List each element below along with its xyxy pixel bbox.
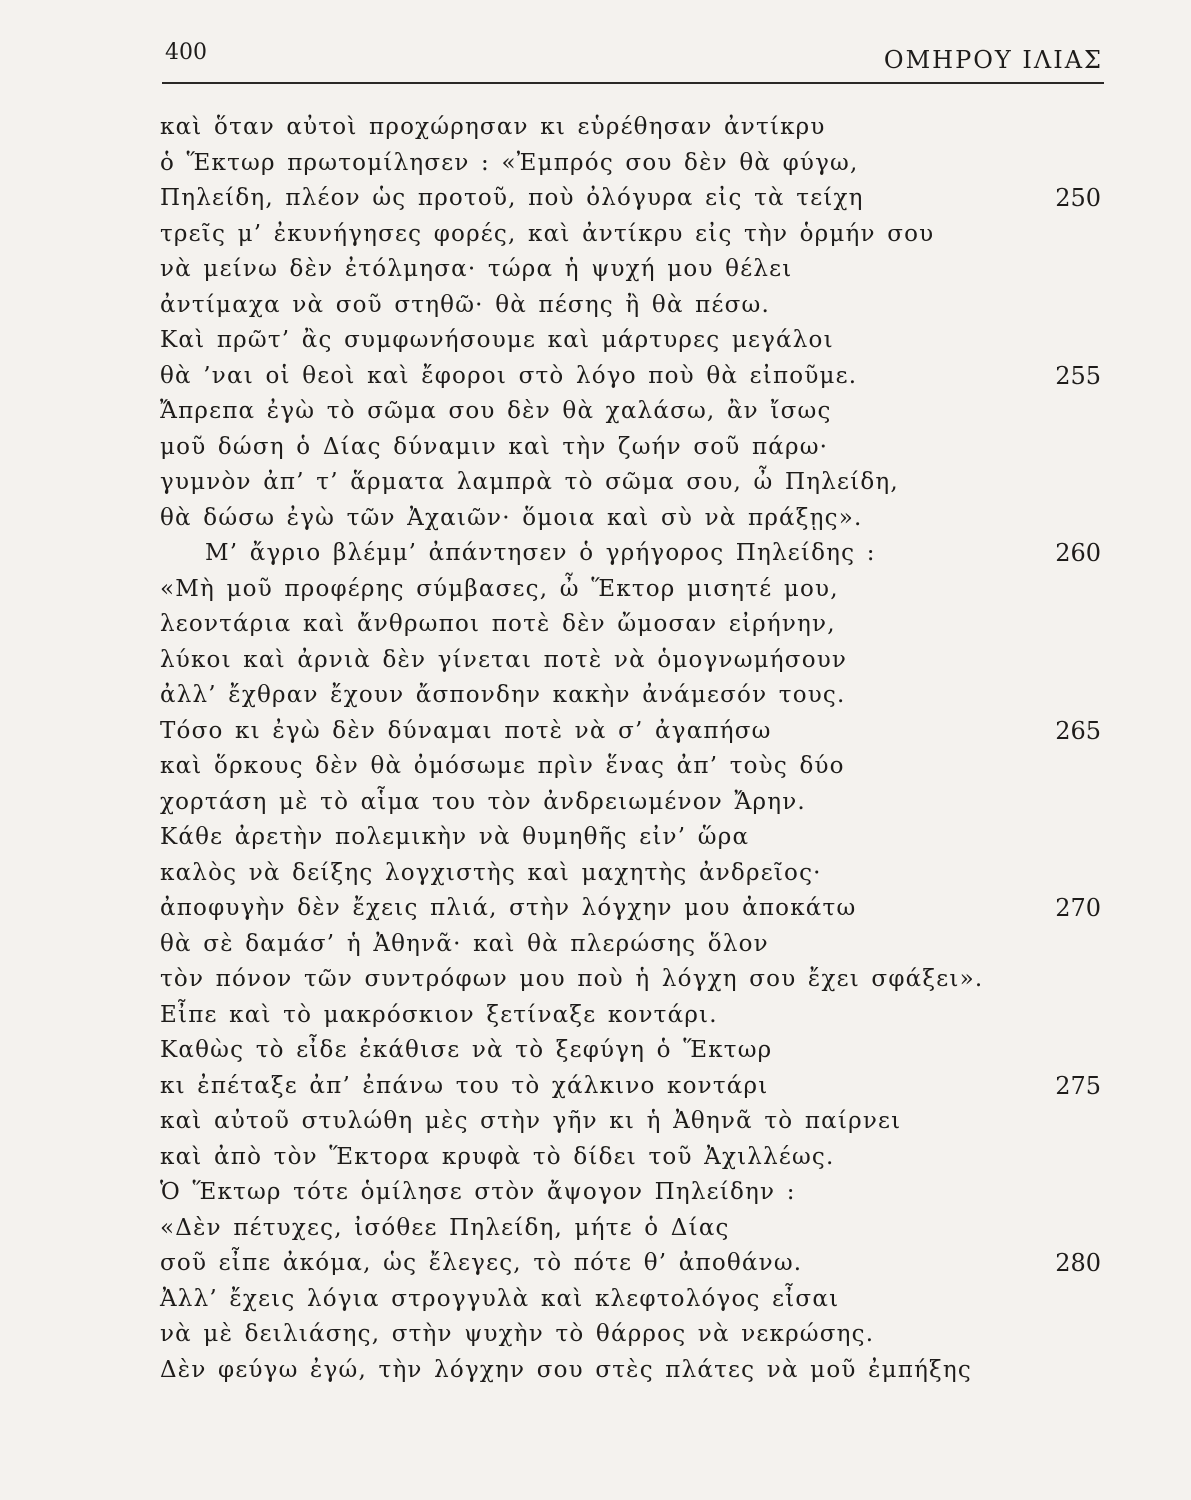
verse-line xyxy=(0,181,1191,217)
verse-line xyxy=(0,856,1191,892)
verse-line xyxy=(0,536,1191,572)
verse-line xyxy=(0,678,1191,714)
verse-text: λύκοι καὶ ἀρνιὰ δὲν γίνεται ποτὲ νὰ ὁμογνωμήσουν xyxy=(160,646,848,673)
verse-text: καὶ ὅρκους δὲν θὰ ὀμόσωμε πρὶν ἕνας ἀπ’ τοὺς δύο xyxy=(160,753,845,779)
verse-text: γυμνὸν ἀπ’ τ’ ἅρματα λαμπρὰ τὸ σῶμα σου, ὦ Πηλείδη, xyxy=(160,469,899,495)
verse-text: μοῦ δώση ὁ Δίας δύναμιν καὶ τὴν ζωήν σοῦ πάρω· xyxy=(160,433,829,460)
verse-line xyxy=(0,1282,1191,1318)
verse-line xyxy=(0,572,1191,608)
line-number: 260 xyxy=(1055,539,1101,567)
verse-line xyxy=(0,1353,1191,1389)
verse-body xyxy=(0,110,1191,1388)
line-number: 280 xyxy=(1055,1249,1101,1277)
verse-line xyxy=(0,643,1191,679)
verse-text: θὰ σὲ δαμάσ’ ἡ Ἀθηνᾶ· καὶ θὰ πλερώσης ὅλον xyxy=(160,930,769,957)
verse-line xyxy=(0,394,1191,430)
verse-line xyxy=(0,252,1191,288)
verse-text: Εἶπε καὶ τὸ μακρόσκιον ξετίναξε κοντάρι. xyxy=(160,1001,718,1028)
verse-text: καὶ ἀπὸ τὸν Ἕκτορα κρυφὰ τὸ δίδει τοῦ Ἀχιλλέως. xyxy=(160,1143,835,1170)
verse-line xyxy=(0,359,1191,395)
verse-line xyxy=(0,1246,1191,1282)
verse-line xyxy=(0,465,1191,501)
verse-line xyxy=(0,998,1191,1034)
line-number: 255 xyxy=(1055,361,1101,390)
verse-line xyxy=(0,146,1191,182)
verse-line xyxy=(0,714,1191,750)
verse-line xyxy=(0,1175,1191,1211)
verse-text: σοῦ εἶπε ἀκόμα, ὡς ἔλεγες, τὸ πότε θ’ ἀποθάνω. xyxy=(160,1250,803,1276)
verse-line xyxy=(0,927,1191,963)
verse-line xyxy=(0,323,1191,359)
verse-line xyxy=(0,1211,1191,1247)
verse-line xyxy=(0,1317,1191,1353)
verse-text: τρεῖς μ’ ἐκυνήγησες φορές, καὶ ἀντίκρυ εἰς τὴν ὁρμήν σου xyxy=(160,220,935,247)
verse-line xyxy=(0,749,1191,785)
verse-text: Ἀλλ’ ἔχεις λόγια στρογγυλὰ καὶ κλεφτολόγος εἶσαι xyxy=(160,1285,840,1312)
verse-line xyxy=(0,891,1191,927)
verse-text: κι ἐπέταξε ἀπ’ ἐπάνω του τὸ χάλκινο κοντάρι xyxy=(160,1072,769,1099)
verse-line xyxy=(0,501,1191,537)
verse-text: χορτάση μὲ τὸ αἷμα του τὸν ἀνδρειωμένον Ἄρην. xyxy=(160,788,806,815)
verse-text: «Μὴ μοῦ προφέρης σύμβασες, ὦ Ἕκτορ μισητέ μου, xyxy=(160,575,839,602)
verse-text: θὰ ’ναι οἱ θεοὶ καὶ ἔφοροι στὸ λόγο ποὺ θὰ εἰποῦμε. xyxy=(160,362,858,389)
verse-line xyxy=(0,1104,1191,1140)
verse-text: Καθὼς τὸ εἶδε ἐκάθισε νὰ τὸ ξεφύγη ὁ Ἕκτωρ xyxy=(160,1037,773,1063)
verse-text: Κάθε ἀρετὴν πολεμικὴν νὰ θυμηθῆς εἰν’ ὥρα xyxy=(160,824,750,850)
verse-line xyxy=(0,1069,1191,1105)
running-title: ΟΜΗΡΟΥ ΙΛΙΑΣ xyxy=(883,46,1103,74)
verse-line xyxy=(0,1140,1191,1176)
header-rule xyxy=(162,82,1104,84)
verse-text: τὸν πόνον τῶν συντρόφων μου ποὺ ἡ λόγχη σου ἔχει σφάξει». xyxy=(160,966,984,992)
verse-line xyxy=(0,1033,1191,1069)
verse-text: ἀντίμαχα νὰ σοῦ στηθῶ· θὰ πέσης ἢ θὰ πέσω. xyxy=(160,291,770,318)
verse-text: Ὁ Ἕκτωρ τότε ὁμίλησε στὸν ἄψογον Πηλείδην : xyxy=(160,1179,796,1205)
line-number: 250 xyxy=(1055,184,1101,212)
verse-text: νὰ μείνω δὲν ἐτόλμησα· τώρα ἡ ψυχή μου θέλει xyxy=(160,256,793,282)
verse-text: Μ’ ἄγριο βλέμμ’ ἀπάντησεν ὁ γρήγορος Πηλείδης : xyxy=(205,540,876,566)
verse-text: καὶ αὐτοῦ στυλώθη μὲς στὴν γῆν κι ἡ Ἀθηνᾶ τὸ παίρνει xyxy=(160,1108,902,1134)
verse-text: λεοντάρια καὶ ἄνθρωποι ποτὲ δὲν ὤμοσαν εἰρήνην, xyxy=(160,611,836,637)
verse-line xyxy=(0,430,1191,466)
verse-text: «Δὲν πέτυχες, ἰσόθεε Πηλείδη, μήτε ὁ Δίας xyxy=(160,1214,730,1241)
verse-text: Καὶ πρῶτ’ ἂς συμφωνήσουμε καὶ μάρτυρες μεγάλοι xyxy=(160,327,834,353)
verse-line xyxy=(0,607,1191,643)
verse-line xyxy=(0,110,1191,146)
verse-line xyxy=(0,288,1191,324)
verse-text: καλὸς νὰ δείξης λογχιστὴς καὶ μαχητὴς ἀνδρεῖος· xyxy=(160,859,822,886)
line-number: 275 xyxy=(1055,1071,1101,1100)
verse-line xyxy=(0,820,1191,856)
verse-text: θὰ δώσω ἐγὼ τῶν Ἀχαιῶν· ὅμοια καὶ σὺ νὰ πράξῃς». xyxy=(160,504,863,531)
verse-line xyxy=(0,785,1191,821)
verse-text: Πηλείδη, πλέον ὡς προτοῦ, ποὺ ὀλόγυρα εἰς τὰ τείχη xyxy=(160,185,864,211)
page-number: 400 xyxy=(165,40,207,65)
verse-text: Δὲν φεύγω ἐγώ, τὴν λόγχην σου στὲς πλάτες νὰ μοῦ ἐμπήξης xyxy=(160,1356,972,1383)
verse-text: ἀποφυγὴν δὲν ἔχεις πλιά, στὴν λόγχην μου ἀποκάτω xyxy=(160,895,857,921)
verse-text: καὶ ὅταν αὐτοὶ προχώρησαν κι εὑρέθησαν ἀντίκρυ xyxy=(160,114,826,140)
verse-text: ἀλλ’ ἔχθραν ἔχουν ἄσπονδην κακὴν ἀνάμεσόν τους. xyxy=(160,682,846,708)
line-number: 270 xyxy=(1055,894,1101,922)
verse-text: νὰ μὲ δειλιάσης, στὴν ψυχὴν τὸ θάρρος νὰ νεκρώσης. xyxy=(160,1321,875,1347)
verse-text: Ἄπρεπα ἐγὼ τὸ σῶμα σου δὲν θὰ χαλάσω, ἂν ἴσως xyxy=(160,398,832,424)
verse-text: Τόσο κι ἐγὼ δὲν δύναμαι ποτὲ νὰ σ’ ἀγαπήσω xyxy=(160,717,772,744)
verse-line xyxy=(0,962,1191,998)
verse-text: ὁ Ἕκτωρ πρωτομίλησεν : «Ἐμπρός σου δὲν θὰ φύγω, xyxy=(160,149,859,176)
line-number: 265 xyxy=(1055,716,1101,745)
verse-line xyxy=(0,217,1191,253)
